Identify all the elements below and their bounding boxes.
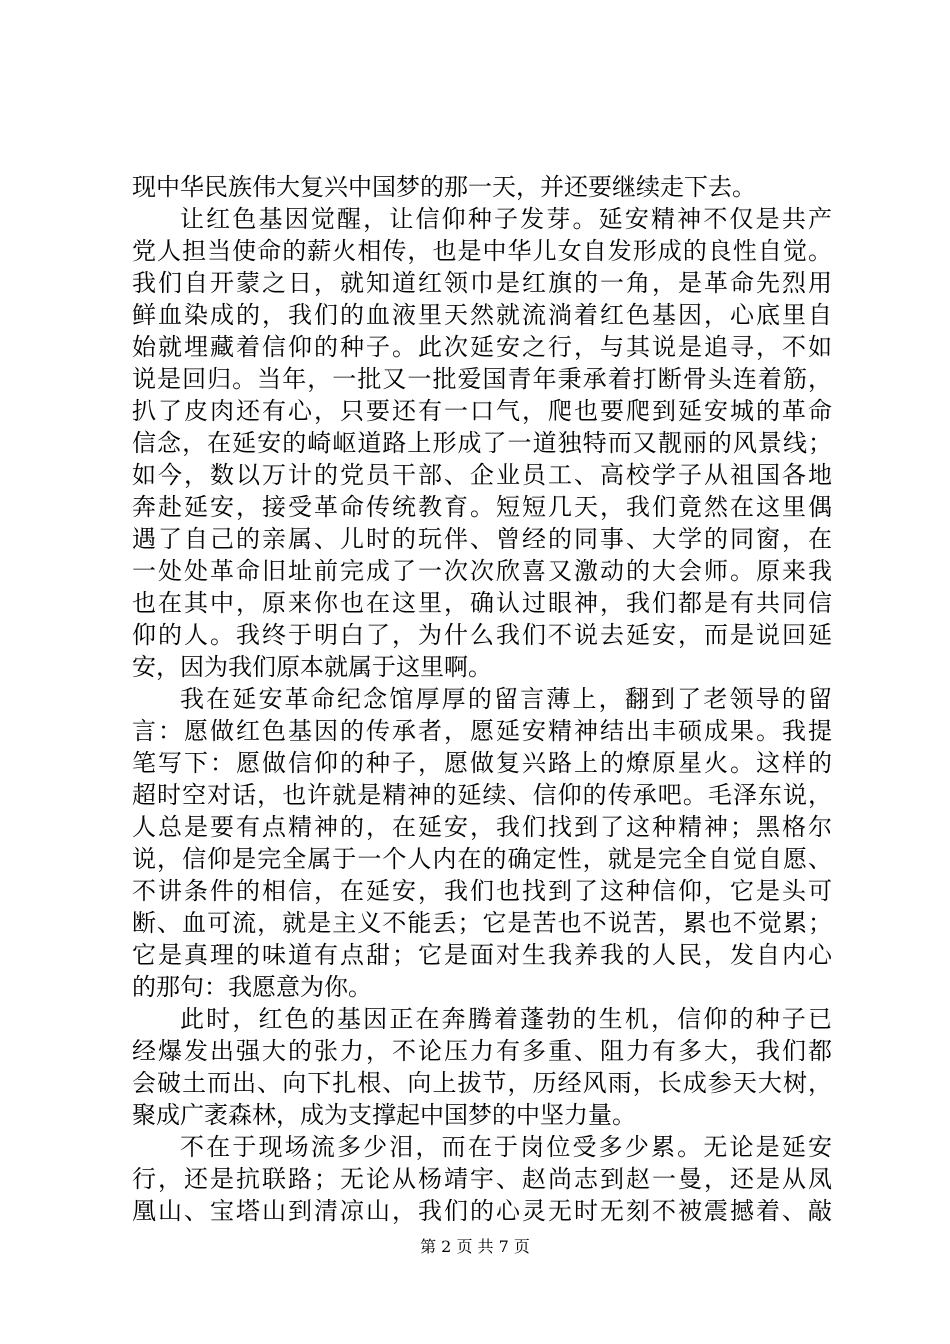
text-line: 断、血可流，就是主义不能丢；它是苦也不说苦，累也不觉累；	[132, 909, 832, 937]
text-line: 信念，在延安的崎岖道路上形成了一道独特而又靓丽的风景线；	[132, 429, 832, 457]
text-line: 的那句：我愿意为你。	[132, 973, 372, 1001]
body-text	[132, 171, 832, 1227]
text-line: 扒了皮肉还有心，只要还有一口气，爬也要爬到延安城的革命	[132, 397, 832, 425]
text-line: 如今，数以万计的党员干部、企业员工、高校学子从祖国各地	[132, 461, 832, 489]
text-line: 行，还是抗联路；无论从杨靖宇、赵尚志到赵一曼，还是从凤	[132, 1165, 832, 1193]
text-line: 经爆发出强大的张力，不论压力有多重、阻力有多大，我们都	[132, 1037, 832, 1065]
text-line: 凰山、宝塔山到清凉山，我们的心灵无时无刻不被震撼着、敲	[132, 1197, 832, 1225]
text-line: 不讲条件的相信，在延安，我们也找到了这种信仰，它是头可	[132, 877, 832, 905]
text-line: 人总是要有点精神的，在延安，我们找到了这种精神；黑格尔	[132, 813, 832, 841]
text-line: 遇了自己的亲属、儿时的玩伴、曾经的同事、大学的同窗，在	[132, 525, 832, 553]
text-line: 不在于现场流多少泪，而在于岗位受多少累。无论是延安	[180, 1133, 832, 1161]
text-line: 仰的人。我终于明白了，为什么我们不说去延安，而是说回延	[132, 621, 832, 649]
text-line: 笔写下：愿做信仰的种子，愿做复兴路上的燎原星火。这样的	[132, 749, 832, 777]
text-line: 我在延安革命纪念馆厚厚的留言薄上，翻到了老领导的留	[180, 685, 832, 713]
text-line: 党人担当使命的薪火相传，也是中华儿女自发形成的良性自觉。	[132, 237, 832, 265]
text-line: 始就埋藏着信仰的种子。此次延安之行，与其说是追寻，不如	[132, 333, 832, 361]
text-line: 说是回归。当年，一批又一批爱国青年秉承着打断骨头连着筋，	[132, 365, 832, 393]
text-line: 说，信仰是完全属于一个人内在的确定性，就是完全自觉自愿、	[132, 845, 832, 873]
text-line: 聚成广袤森林，成为支撑起中国梦的中坚力量。	[132, 1101, 636, 1129]
text-line: 它是真理的味道有点甜；它是面对生我养我的人民，发自内心	[132, 941, 832, 969]
text-line: 言：愿做红色基因的传承者，愿延安精神结出丰硕成果。我提	[132, 717, 832, 745]
text-line: 我们自开蒙之日，就知道红领巾是红旗的一角，是革命先烈用	[132, 269, 832, 297]
page-footer: 第 2 页 共 7 页	[420, 1237, 530, 1256]
text-line: 也在其中，原来你也在这里，确认过眼神，我们都是有共同信	[132, 589, 832, 617]
text-line: 此时，红色的基因正在奔腾着蓬勃的生机，信仰的种子已	[180, 1005, 832, 1033]
text-line: 现中华民族伟大复兴中国梦的那一天，并还要继续走下去。	[132, 173, 756, 201]
text-line: 奔赴延安，接受革命传统教育。短短几天，我们竟然在这里偶	[132, 493, 832, 521]
text-line: 鲜血染成的，我们的血液里天然就流淌着红色基因，心底里自	[132, 301, 832, 329]
text-line: 安，因为我们原本就属于这里啊。	[132, 653, 492, 681]
text-line: 让红色基因觉醒，让信仰种子发芽。延安精神不仅是共产	[180, 205, 832, 233]
text-line: 超时空对话，也许就是精神的延续、信仰的传承吧。毛泽东说，	[132, 781, 832, 809]
text-line: 一处处革命旧址前完成了一次次欣喜又激动的大会师。原来我	[132, 557, 832, 585]
text-line: 会破土而出、向下扎根、向上拔节，历经风雨，长成参天大树，	[132, 1069, 832, 1097]
